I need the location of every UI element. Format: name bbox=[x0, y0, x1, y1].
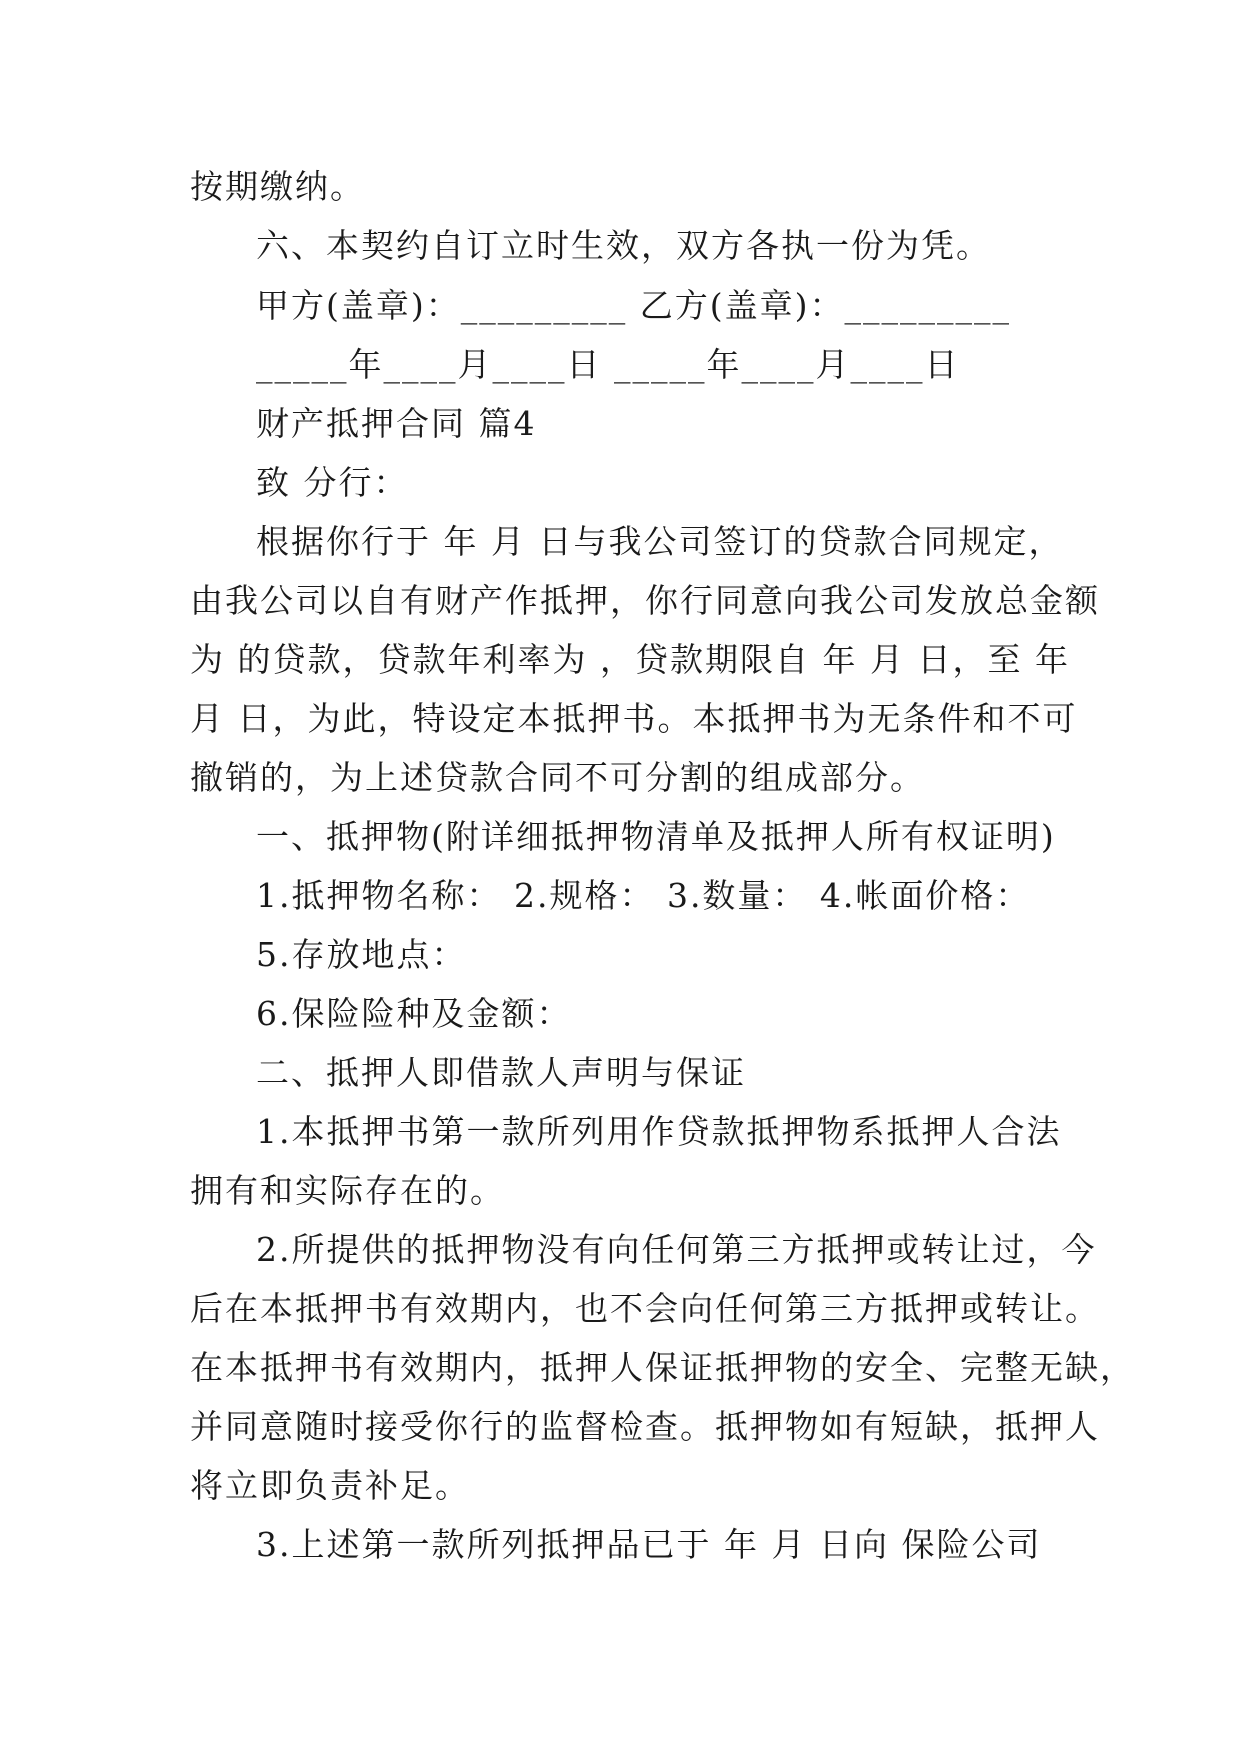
text-line: 将立即负责补足。 bbox=[190, 1466, 470, 1505]
text-line: 为 的贷款，贷款年利率为 ，贷款期限自 年 月 日，至 年 bbox=[190, 640, 1070, 679]
clause-heading: 一、抵押物(附详细抵押物清单及抵押人所有权证明) bbox=[256, 817, 1056, 856]
clause-heading: 二、抵押人即借款人声明与保证 bbox=[256, 1053, 746, 1092]
list-item: 1.抵押物名称： 2.规格： 3.数量： 4.帐面价格： bbox=[256, 876, 1031, 915]
text-line: 根据你行于 年 月 日与我公司签订的贷款合同规定， bbox=[256, 522, 1064, 561]
text-line: 按期缴纳。 bbox=[190, 167, 365, 206]
list-item: 6.保险险种及金额： bbox=[256, 994, 572, 1033]
text-line: 3.上述第一款所列抵押品已于 年 月 日向 保险公司 bbox=[256, 1525, 1042, 1564]
salutation: 致 分行： bbox=[256, 463, 409, 502]
text-line: 后在本抵押书有效期内，也不会向任何第三方抵押或转让。 bbox=[190, 1289, 1100, 1328]
clause-six: 六、本契约自订立时生效，双方各执一份为凭。 bbox=[256, 226, 991, 265]
section-heading: 财产抵押合同 篇4 bbox=[256, 404, 537, 443]
text-line: 1.本抵押书第一款所列用作贷款抵押物系抵押人合法 bbox=[256, 1112, 1062, 1151]
text-line: 在本抵押书有效期内，抵押人保证抵押物的安全、完整无缺， bbox=[190, 1348, 1135, 1387]
date-line: _____年____月____日 _____年____月____日 bbox=[256, 345, 960, 384]
signature-line: 甲方(盖章)：_________ 乙方(盖章)：_________ bbox=[256, 286, 1011, 325]
text-line: 2.所提供的抵押物没有向任何第三方抵押或转让过，今 bbox=[256, 1230, 1097, 1269]
text-line: 并同意随时接受你行的监督检查。抵押物如有短缺，抵押人 bbox=[190, 1407, 1100, 1446]
text-line: 月 日，为此，特设定本抵押书。本抵押书为无条件和不可 bbox=[190, 699, 1078, 738]
list-item: 5.存放地点： bbox=[256, 935, 467, 974]
text-line: 拥有和实际存在的。 bbox=[190, 1171, 505, 1210]
text-line: 由我公司以自有财产作抵押，你行同意向我公司发放总金额 bbox=[190, 581, 1100, 620]
text-line: 撤销的，为上述贷款合同不可分割的组成部分。 bbox=[190, 758, 925, 797]
